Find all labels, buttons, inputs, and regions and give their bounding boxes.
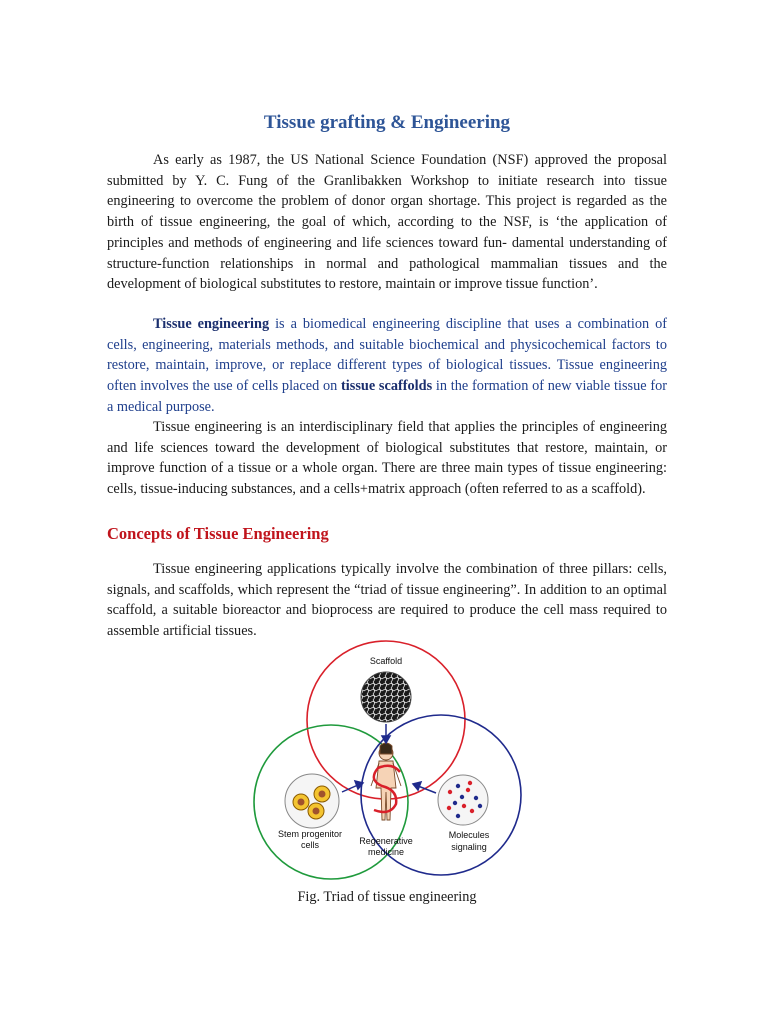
label-mol-1: Molecules bbox=[448, 830, 490, 840]
label-regen-1: Regenerative bbox=[359, 836, 413, 846]
paragraph-triad: Tissue engineering applications typically involve the combination of three pillars: cells, signals, and scaffolds, which represent the “triad of tissue engineering”. In addition to an optimal scaffold, a suitable bioreactor and bioprocess are required to produce the cell mass required to assemble artificial tissues. bbox=[107, 561, 667, 640]
label-stem-1: Stem progenitor bbox=[277, 829, 343, 839]
arrow-left-icon bbox=[413, 782, 421, 790]
triad-diagram bbox=[250, 640, 525, 880]
section-heading-concepts: Concepts of Tissue Engineering bbox=[107, 524, 329, 543]
paragraph-definition bbox=[107, 314, 667, 418]
paragraph-definition-text-1: is a biomedical engineering discipline that uses a combination of cells, engineering, materials methods, and suitable biochemical and physicochemical factors to restore, maintain, improve, or replace different types of biological tissues. Tissue engineering often involves the use of cells placed on bbox=[107, 316, 667, 395]
scaffold-icon bbox=[361, 672, 411, 722]
molecules-icon bbox=[438, 775, 488, 825]
page-title: Tissue grafting & Engineering bbox=[263, 112, 511, 133]
triad-figure bbox=[250, 640, 525, 885]
label-mol-2: signaling bbox=[451, 842, 487, 852]
paragraph-interdisciplinary: Tissue engineering is an interdisciplinary field that applies the principles of engineering and life sciences toward the development of biological substitutes that restore, maintain, or improve function of a tissue or a whole organ. There are three main types of tissue engineering: cells, tissue-inducing substances, and a cells+matrix approach (often referred to as a scaffold). bbox=[107, 419, 667, 498]
paragraph-definition-text-2: in the formation of new viable tissue for a medical purpose. bbox=[107, 378, 667, 415]
term-tissue-engineering: Tissue engineering bbox=[153, 316, 270, 332]
paragraph-history: As early as 1987, the US National Science Foundation (NSF) approved the proposal submitted by Y. C. Fung of the Granlibakken Workshop to initiate research into tissue engineering to overcome the problem of donor organ shortage. This project is regarded as the birth of tissue engineering, the goal of which, according to the NSF, is ‘the application of principles and methods of engineering and life sciences toward fun- damental understanding of structure-function relationships in normal and pathological mammalian tissues and the development of biological substitutes to restore, maintain or improve tissue function’. bbox=[107, 152, 667, 293]
arrow-down-icon bbox=[382, 736, 390, 743]
label-regen-2: medicine bbox=[367, 847, 405, 857]
term-tissue-scaffolds: tissue scaffolds bbox=[341, 378, 433, 395]
label-stem-2: cells bbox=[300, 840, 320, 850]
label-scaffold: Scaffold bbox=[369, 656, 403, 666]
figure-caption: Fig. Triad of tissue engineering bbox=[297, 889, 477, 905]
